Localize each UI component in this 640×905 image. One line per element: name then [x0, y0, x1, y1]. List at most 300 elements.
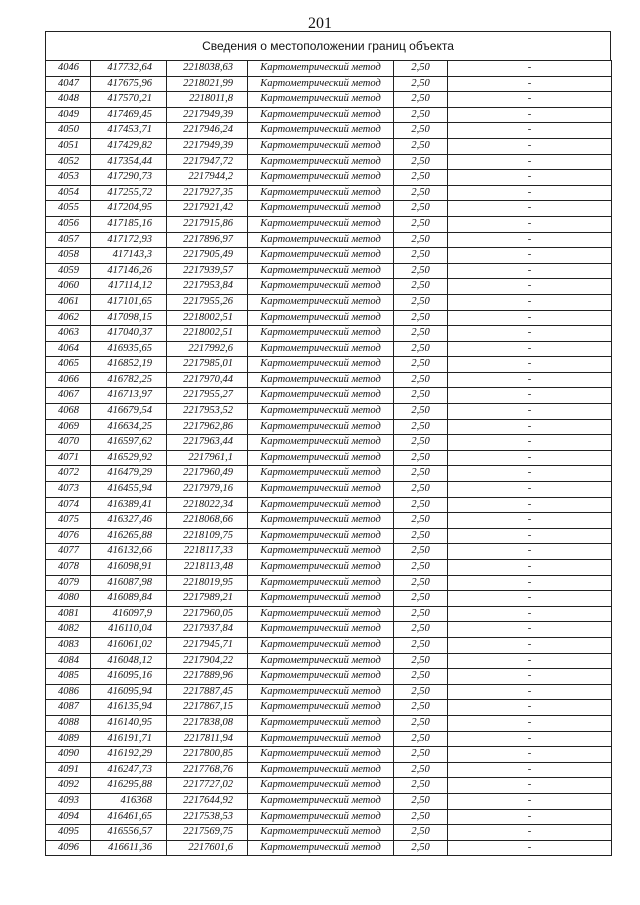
determination-method: Картометрический метод — [248, 778, 394, 794]
point-description: - — [448, 92, 612, 108]
coordinate-x: 416132,66 — [91, 544, 167, 560]
table-row — [46, 715, 612, 731]
point-number: 4052 — [46, 154, 91, 170]
precision-value: 2,50 — [394, 419, 448, 435]
precision-value: 2,50 — [394, 232, 448, 248]
table-row — [46, 793, 612, 809]
point-number: 4046 — [46, 61, 91, 77]
determination-method: Картометрический метод — [248, 107, 394, 123]
coordinate-x: 416247,73 — [91, 762, 167, 778]
precision-value: 2,50 — [394, 279, 448, 295]
point-number: 4056 — [46, 216, 91, 232]
precision-value: 2,50 — [394, 778, 448, 794]
table-row — [46, 388, 612, 404]
point-number: 4067 — [46, 388, 91, 404]
determination-method: Картометрический метод — [248, 201, 394, 217]
precision-value: 2,50 — [394, 544, 448, 560]
coordinate-y: 2217939,57 — [167, 263, 248, 279]
determination-method: Картометрический метод — [248, 684, 394, 700]
determination-method: Картометрический метод — [248, 747, 394, 763]
coordinate-y: 2217961,1 — [167, 450, 248, 466]
point-description: - — [448, 294, 612, 310]
table-row — [46, 544, 612, 560]
point-description: - — [448, 482, 612, 498]
point-description: - — [448, 107, 612, 123]
precision-value: 2,50 — [394, 560, 448, 576]
coordinate-x: 416782,25 — [91, 372, 167, 388]
coordinate-y: 2217949,39 — [167, 107, 248, 123]
point-description: - — [448, 450, 612, 466]
coordinate-x: 416713,97 — [91, 388, 167, 404]
precision-value: 2,50 — [394, 185, 448, 201]
table-row — [46, 700, 612, 716]
point-description: - — [448, 684, 612, 700]
determination-method: Картометрический метод — [248, 466, 394, 482]
precision-value: 2,50 — [394, 637, 448, 653]
point-description: - — [448, 232, 612, 248]
point-description: - — [448, 123, 612, 139]
table-row — [46, 372, 612, 388]
determination-method: Картометрический метод — [248, 637, 394, 653]
point-description: - — [448, 591, 612, 607]
coordinate-x: 417453,71 — [91, 123, 167, 139]
point-number: 4048 — [46, 92, 91, 108]
precision-value: 2,50 — [394, 731, 448, 747]
determination-method: Картометрический метод — [248, 700, 394, 716]
table-row — [46, 778, 612, 794]
point-description: - — [448, 201, 612, 217]
precision-value: 2,50 — [394, 263, 448, 279]
coordinate-y: 2217946,24 — [167, 123, 248, 139]
coordinate-y: 2217963,44 — [167, 435, 248, 451]
table-row — [46, 809, 612, 825]
coordinate-x: 417290,73 — [91, 170, 167, 186]
table-row — [46, 248, 612, 264]
table-title: Сведения о местоположении границ объекта — [45, 31, 611, 60]
point-number: 4055 — [46, 201, 91, 217]
point-number: 4090 — [46, 747, 91, 763]
precision-value: 2,50 — [394, 76, 448, 92]
coordinate-y: 2218022,34 — [167, 497, 248, 513]
determination-method: Картометрический метод — [248, 528, 394, 544]
coordinate-x: 416095,16 — [91, 669, 167, 685]
point-description: - — [448, 653, 612, 669]
determination-method: Картометрический метод — [248, 450, 394, 466]
point-number: 4049 — [46, 107, 91, 123]
coordinate-y: 2217905,49 — [167, 248, 248, 264]
point-number: 4070 — [46, 435, 91, 451]
coordinate-y: 2217838,08 — [167, 715, 248, 731]
precision-value: 2,50 — [394, 123, 448, 139]
coordinate-x: 416098,91 — [91, 560, 167, 576]
coordinate-x: 417143,3 — [91, 248, 167, 264]
point-number: 4093 — [46, 793, 91, 809]
point-description: - — [448, 435, 612, 451]
determination-method: Картометрический метод — [248, 388, 394, 404]
coordinate-x: 416295,88 — [91, 778, 167, 794]
coordinate-x: 416327,46 — [91, 513, 167, 529]
coordinate-x: 416265,88 — [91, 528, 167, 544]
point-description: - — [448, 560, 612, 576]
point-number: 4075 — [46, 513, 91, 529]
determination-method: Картометрический метод — [248, 575, 394, 591]
point-number: 4086 — [46, 684, 91, 700]
coordinate-y: 2217887,45 — [167, 684, 248, 700]
point-description: - — [448, 419, 612, 435]
point-number: 4078 — [46, 560, 91, 576]
precision-value: 2,50 — [394, 793, 448, 809]
coordinate-y: 2217867,15 — [167, 700, 248, 716]
determination-method: Картометрический метод — [248, 248, 394, 264]
precision-value: 2,50 — [394, 435, 448, 451]
table-row — [46, 622, 612, 638]
determination-method: Картометрический метод — [248, 435, 394, 451]
coordinate-x: 416597,62 — [91, 435, 167, 451]
precision-value: 2,50 — [394, 513, 448, 529]
coordinate-x: 416611,36 — [91, 840, 167, 856]
determination-method: Картометрический метод — [248, 216, 394, 232]
point-description: - — [448, 513, 612, 529]
point-number: 4053 — [46, 170, 91, 186]
precision-value: 2,50 — [394, 825, 448, 841]
table-row — [46, 357, 612, 373]
coordinate-x: 416461,65 — [91, 809, 167, 825]
determination-method: Картометрический метод — [248, 560, 394, 576]
table-row — [46, 185, 612, 201]
precision-value: 2,50 — [394, 201, 448, 217]
coordinate-y: 2217985,01 — [167, 357, 248, 373]
coordinate-x: 416634,25 — [91, 419, 167, 435]
determination-method: Картометрический метод — [248, 294, 394, 310]
precision-value: 2,50 — [394, 747, 448, 763]
coordinate-y: 2218019,95 — [167, 575, 248, 591]
coordinate-y: 2217768,76 — [167, 762, 248, 778]
table-row — [46, 591, 612, 607]
table-row — [46, 482, 612, 498]
table-row — [46, 263, 612, 279]
coordinate-x: 416087,98 — [91, 575, 167, 591]
precision-value: 2,50 — [394, 326, 448, 342]
coordinates-table — [45, 60, 612, 856]
precision-value: 2,50 — [394, 528, 448, 544]
precision-value: 2,50 — [394, 388, 448, 404]
point-description: - — [448, 731, 612, 747]
coordinate-x: 416110,04 — [91, 622, 167, 638]
precision-value: 2,50 — [394, 341, 448, 357]
coordinate-x: 417570,21 — [91, 92, 167, 108]
point-description: - — [448, 669, 612, 685]
point-description: - — [448, 216, 612, 232]
coordinate-y: 2217989,21 — [167, 591, 248, 607]
precision-value: 2,50 — [394, 372, 448, 388]
table-row — [46, 560, 612, 576]
table-row — [46, 123, 612, 139]
precision-value: 2,50 — [394, 700, 448, 716]
table-row — [46, 138, 612, 154]
point-number: 4047 — [46, 76, 91, 92]
table-row — [46, 731, 612, 747]
coordinate-x: 417204,95 — [91, 201, 167, 217]
point-description: - — [448, 341, 612, 357]
determination-method: Картометрический метод — [248, 232, 394, 248]
point-description: - — [448, 715, 612, 731]
table-row — [46, 637, 612, 653]
point-number: 4064 — [46, 341, 91, 357]
coordinate-x: 416135,94 — [91, 700, 167, 716]
coordinate-y: 2217601,6 — [167, 840, 248, 856]
coordinate-y: 2217955,27 — [167, 388, 248, 404]
determination-method: Картометрический метод — [248, 793, 394, 809]
coordinate-x: 416368 — [91, 793, 167, 809]
determination-method: Картометрический метод — [248, 513, 394, 529]
coordinate-x: 416089,84 — [91, 591, 167, 607]
table-row — [46, 466, 612, 482]
coordinate-y: 2218002,51 — [167, 310, 248, 326]
point-number: 4050 — [46, 123, 91, 139]
point-number: 4080 — [46, 591, 91, 607]
point-description: - — [448, 544, 612, 560]
point-description: - — [448, 404, 612, 420]
determination-method: Картометрический метод — [248, 263, 394, 279]
point-number: 4061 — [46, 294, 91, 310]
determination-method: Картометрический метод — [248, 357, 394, 373]
point-number: 4095 — [46, 825, 91, 841]
determination-method: Картометрический метод — [248, 544, 394, 560]
determination-method: Картометрический метод — [248, 809, 394, 825]
table-row — [46, 326, 612, 342]
determination-method: Картометрический метод — [248, 326, 394, 342]
coordinate-x: 416140,95 — [91, 715, 167, 731]
coordinate-y: 2217904,22 — [167, 653, 248, 669]
table-row — [46, 76, 612, 92]
point-number: 4084 — [46, 653, 91, 669]
table-row — [46, 497, 612, 513]
coordinate-x: 417469,45 — [91, 107, 167, 123]
point-description: - — [448, 809, 612, 825]
table-row — [46, 528, 612, 544]
point-description: - — [448, 372, 612, 388]
determination-method: Картометрический метод — [248, 622, 394, 638]
coordinate-x: 416061,02 — [91, 637, 167, 653]
point-number: 4082 — [46, 622, 91, 638]
coordinate-y: 2217921,42 — [167, 201, 248, 217]
point-number: 4054 — [46, 185, 91, 201]
determination-method: Картометрический метод — [248, 482, 394, 498]
table-row — [46, 513, 612, 529]
coordinate-x: 416097,9 — [91, 606, 167, 622]
determination-method: Картометрический метод — [248, 123, 394, 139]
table-row — [46, 341, 612, 357]
coordinate-y: 2217644,92 — [167, 793, 248, 809]
point-description: - — [448, 575, 612, 591]
precision-value: 2,50 — [394, 669, 448, 685]
point-description: - — [448, 637, 612, 653]
determination-method: Картометрический метод — [248, 669, 394, 685]
point-number: 4094 — [46, 809, 91, 825]
point-description: - — [448, 825, 612, 841]
coordinate-y: 2217945,71 — [167, 637, 248, 653]
point-number: 4087 — [46, 700, 91, 716]
determination-method: Картометрический метод — [248, 341, 394, 357]
determination-method: Картометрический метод — [248, 372, 394, 388]
point-description: - — [448, 528, 612, 544]
point-description: - — [448, 700, 612, 716]
determination-method: Картометрический метод — [248, 404, 394, 420]
coordinate-x: 417114,12 — [91, 279, 167, 295]
coordinate-y: 2218117,33 — [167, 544, 248, 560]
coordinate-y: 2218068,66 — [167, 513, 248, 529]
point-number: 4077 — [46, 544, 91, 560]
coordinate-y: 2217927,35 — [167, 185, 248, 201]
coordinate-x: 416192,29 — [91, 747, 167, 763]
point-number: 4089 — [46, 731, 91, 747]
table-row — [46, 279, 612, 295]
precision-value: 2,50 — [394, 92, 448, 108]
point-description: - — [448, 747, 612, 763]
point-description: - — [448, 840, 612, 856]
point-description: - — [448, 263, 612, 279]
determination-method: Картометрический метод — [248, 61, 394, 77]
coordinate-x: 416479,29 — [91, 466, 167, 482]
precision-value: 2,50 — [394, 622, 448, 638]
table-row — [46, 61, 612, 77]
coordinate-x: 417040,37 — [91, 326, 167, 342]
table-row — [46, 575, 612, 591]
point-description: - — [448, 138, 612, 154]
coordinate-x: 416191,71 — [91, 731, 167, 747]
table-row — [46, 669, 612, 685]
coordinate-x: 417098,15 — [91, 310, 167, 326]
determination-method: Картометрический метод — [248, 138, 394, 154]
coordinate-y: 2217811,94 — [167, 731, 248, 747]
point-description: - — [448, 170, 612, 186]
coordinate-x: 416389,41 — [91, 497, 167, 513]
table-row — [46, 404, 612, 420]
table-row — [46, 419, 612, 435]
precision-value: 2,50 — [394, 61, 448, 77]
determination-method: Картометрический метод — [248, 419, 394, 435]
coordinate-x: 416048,12 — [91, 653, 167, 669]
coordinate-y: 2218011,8 — [167, 92, 248, 108]
coordinate-x: 416935,65 — [91, 341, 167, 357]
determination-method: Картометрический метод — [248, 715, 394, 731]
table-row — [46, 762, 612, 778]
table-row — [46, 653, 612, 669]
point-number: 4063 — [46, 326, 91, 342]
precision-value: 2,50 — [394, 497, 448, 513]
table-row — [46, 201, 612, 217]
point-number: 4065 — [46, 357, 91, 373]
table-row — [46, 684, 612, 700]
coordinate-y: 2218021,99 — [167, 76, 248, 92]
point-description: - — [448, 185, 612, 201]
precision-value: 2,50 — [394, 715, 448, 731]
coordinate-y: 2218113,48 — [167, 560, 248, 576]
point-description: - — [448, 326, 612, 342]
table-row — [46, 107, 612, 123]
coordinate-y: 2217947,72 — [167, 154, 248, 170]
point-number: 4072 — [46, 466, 91, 482]
precision-value: 2,50 — [394, 404, 448, 420]
point-description: - — [448, 762, 612, 778]
point-number: 4083 — [46, 637, 91, 653]
coordinate-y: 2217960,49 — [167, 466, 248, 482]
determination-method: Картометрический метод — [248, 653, 394, 669]
point-number: 4068 — [46, 404, 91, 420]
point-description: - — [448, 248, 612, 264]
coordinate-x: 416529,92 — [91, 450, 167, 466]
coordinate-y: 2217915,86 — [167, 216, 248, 232]
point-number: 4073 — [46, 482, 91, 498]
table-row — [46, 216, 612, 232]
point-description: - — [448, 793, 612, 809]
coordinate-x: 416556,57 — [91, 825, 167, 841]
table-row — [46, 154, 612, 170]
coordinate-x: 416852,19 — [91, 357, 167, 373]
point-description: - — [448, 622, 612, 638]
coordinate-y: 2217949,39 — [167, 138, 248, 154]
point-number: 4060 — [46, 279, 91, 295]
precision-value: 2,50 — [394, 450, 448, 466]
precision-value: 2,50 — [394, 154, 448, 170]
coordinate-y: 2217955,26 — [167, 294, 248, 310]
point-description: - — [448, 76, 612, 92]
coordinate-x: 417429,82 — [91, 138, 167, 154]
determination-method: Картометрический метод — [248, 591, 394, 607]
table-row — [46, 92, 612, 108]
determination-method: Картометрический метод — [248, 76, 394, 92]
point-description: - — [448, 497, 612, 513]
coordinate-y: 2217889,96 — [167, 669, 248, 685]
table-body — [46, 61, 612, 856]
coordinate-y: 2217953,84 — [167, 279, 248, 295]
coordinate-y: 2218002,51 — [167, 326, 248, 342]
precision-value: 2,50 — [394, 357, 448, 373]
determination-method: Картометрический метод — [248, 606, 394, 622]
table-row — [46, 450, 612, 466]
point-number: 4088 — [46, 715, 91, 731]
coordinate-y: 2217896,97 — [167, 232, 248, 248]
coordinate-y: 2217944,2 — [167, 170, 248, 186]
coordinate-y: 2217800,85 — [167, 747, 248, 763]
point-number: 4069 — [46, 419, 91, 435]
point-description: - — [448, 279, 612, 295]
coordinate-x: 417255,72 — [91, 185, 167, 201]
determination-method: Картометрический метод — [248, 310, 394, 326]
determination-method: Картометрический метод — [248, 279, 394, 295]
precision-value: 2,50 — [394, 138, 448, 154]
coordinate-y: 2217569,75 — [167, 825, 248, 841]
determination-method: Картометрический метод — [248, 825, 394, 841]
table-row — [46, 310, 612, 326]
coordinate-x: 416455,94 — [91, 482, 167, 498]
point-number: 4096 — [46, 840, 91, 856]
precision-value: 2,50 — [394, 606, 448, 622]
precision-value: 2,50 — [394, 107, 448, 123]
coordinate-x: 417675,96 — [91, 76, 167, 92]
coordinate-y: 2217538,53 — [167, 809, 248, 825]
precision-value: 2,50 — [394, 591, 448, 607]
coordinate-y: 2217727,02 — [167, 778, 248, 794]
point-number: 4071 — [46, 450, 91, 466]
point-number: 4081 — [46, 606, 91, 622]
coordinate-x: 417185,16 — [91, 216, 167, 232]
coordinate-x: 416095,94 — [91, 684, 167, 700]
page-number: 201 — [308, 15, 332, 32]
precision-value: 2,50 — [394, 482, 448, 498]
coordinate-y: 2217970,44 — [167, 372, 248, 388]
table-row — [46, 294, 612, 310]
